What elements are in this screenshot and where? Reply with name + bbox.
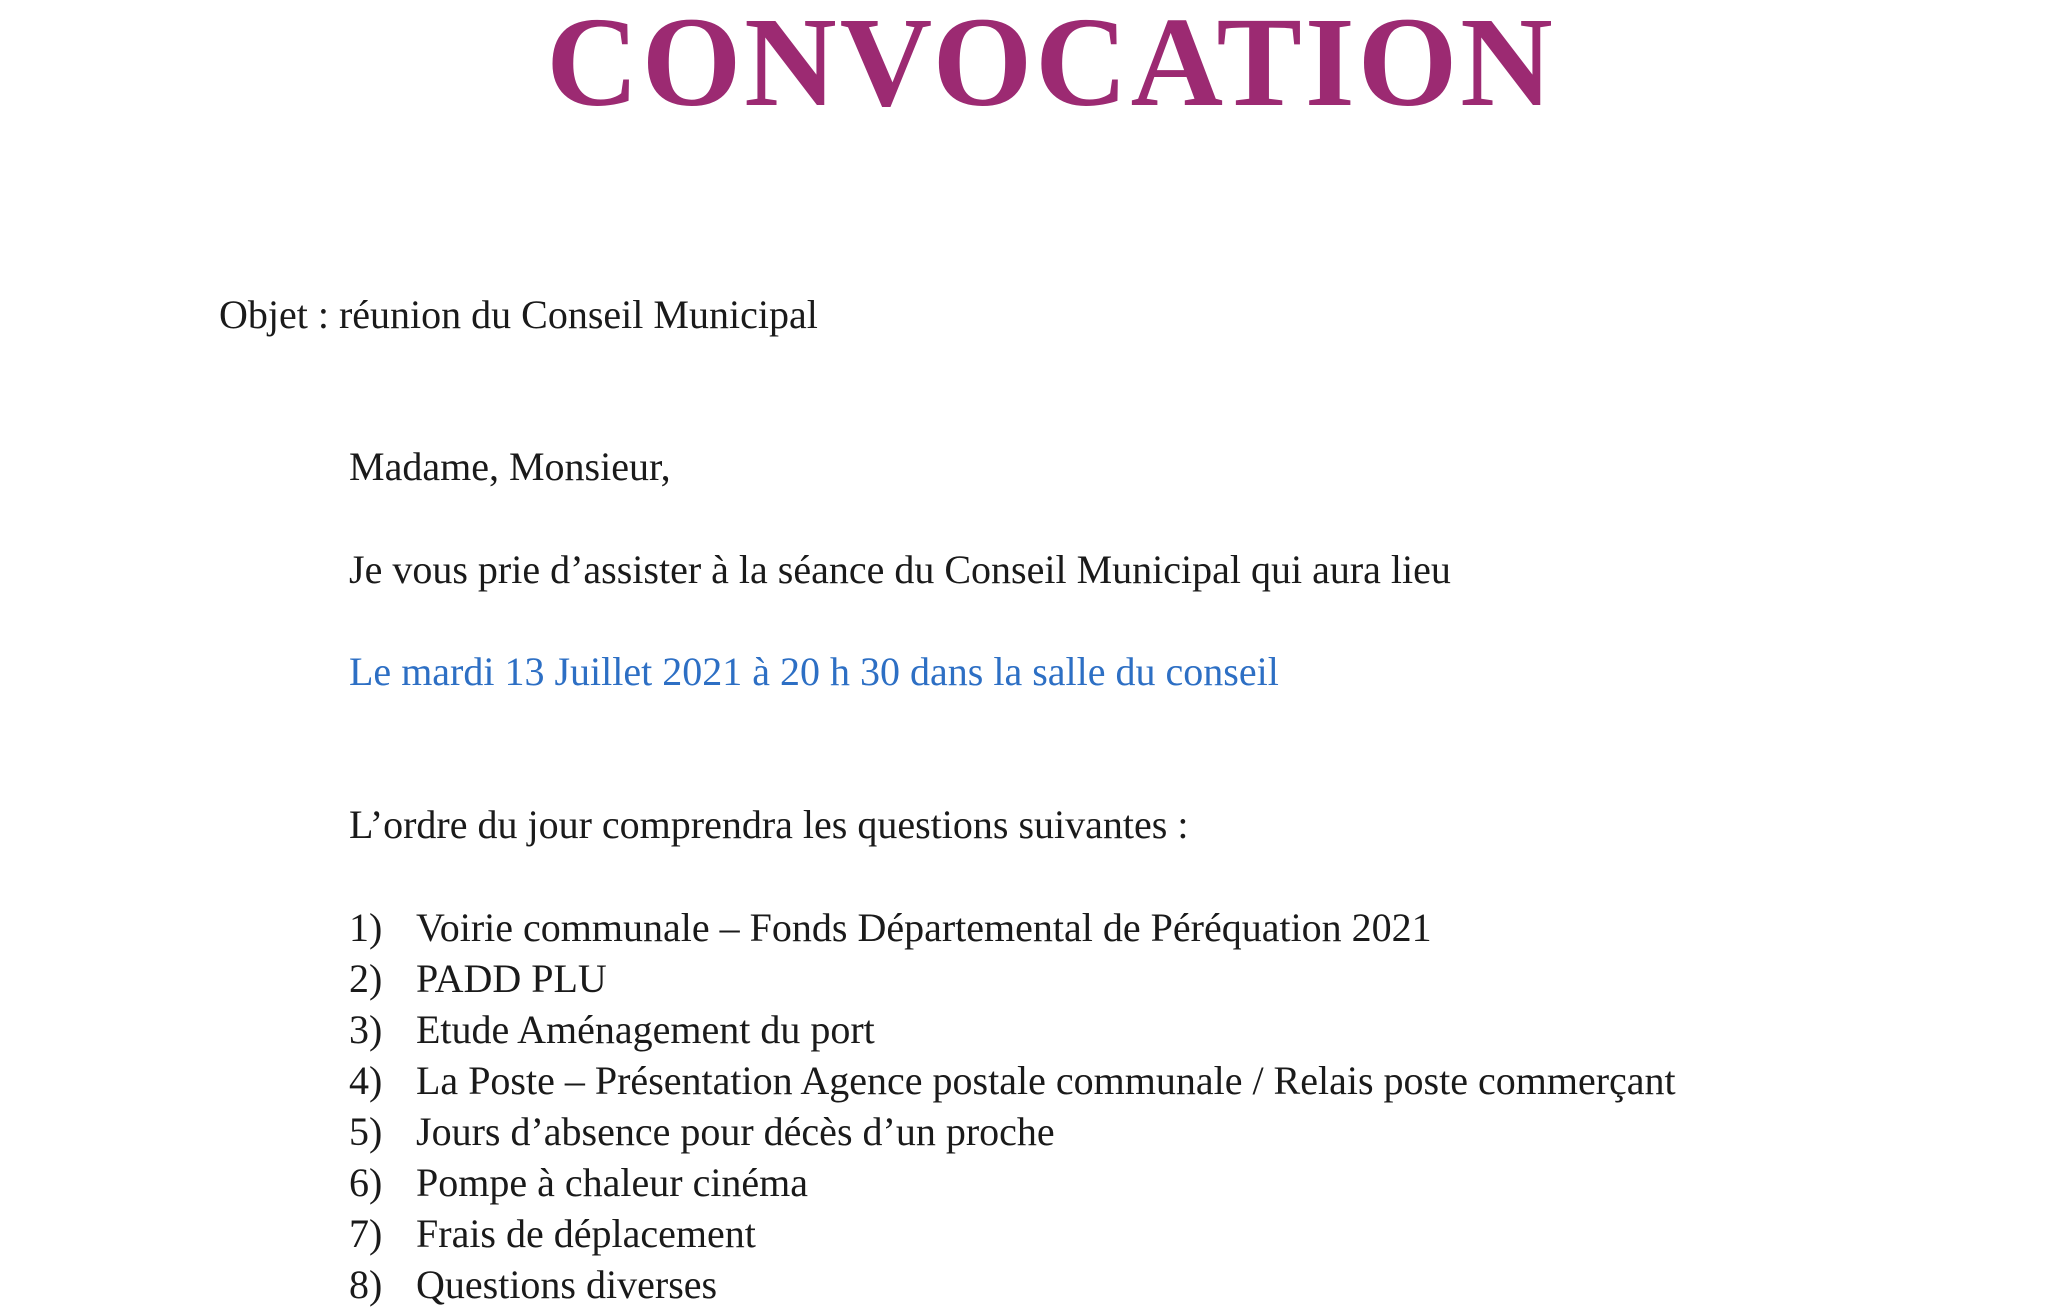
agenda-item-1 [349, 902, 1676, 953]
subject-line: Objet : réunion du Conseil Municipal [219, 292, 818, 337]
agenda-item-5 [349, 1106, 1676, 1157]
agenda-intro: L’ordre du jour comprendra les questions suivantes : [349, 802, 1189, 847]
agenda-number: 1) [349, 905, 383, 950]
meeting-date-line: Le mardi 13 Juillet 2021 à 20 h 30 dans la salle du conseil [349, 649, 1279, 694]
agenda-number: 8) [349, 1262, 383, 1307]
agenda-number: 5) [349, 1109, 383, 1154]
agenda-item-6 [349, 1157, 1676, 1208]
agenda-list [349, 902, 1676, 1310]
agenda-number: 3) [349, 1007, 383, 1052]
agenda-item-4 [349, 1055, 1676, 1106]
agenda-number: 4) [349, 1058, 383, 1103]
agenda-text: Etude Aménagement du port [416, 1007, 875, 1052]
agenda-number: 7) [349, 1211, 383, 1256]
document-title: CONVOCATION [546, 0, 1556, 133]
agenda-text: Jours d’absence pour décès d’un proche [416, 1109, 1055, 1154]
agenda-text: PADD PLU [416, 956, 607, 1001]
agenda-item-7 [349, 1208, 1676, 1259]
salutation: Madame, Monsieur, [349, 444, 671, 489]
invitation-sentence: Je vous prie d’assister à la séance du Conseil Municipal qui aura lieu [349, 547, 1451, 592]
agenda-item-2 [349, 953, 1676, 1004]
agenda-text: Pompe à chaleur cinéma [416, 1160, 809, 1205]
agenda-item-3 [349, 1004, 1676, 1055]
agenda-item-8 [349, 1259, 1676, 1310]
agenda-text: Questions diverses [416, 1262, 718, 1307]
agenda-text: Voirie communale – Fonds Départemental de Péréquation 2021 [416, 905, 1432, 950]
agenda-number: 2) [349, 956, 383, 1001]
agenda-text: La Poste – Présentation Agence postale communale / Relais poste commerçant [416, 1058, 1676, 1103]
agenda-number: 6) [349, 1160, 383, 1205]
agenda-text: Frais de déplacement [416, 1211, 756, 1256]
